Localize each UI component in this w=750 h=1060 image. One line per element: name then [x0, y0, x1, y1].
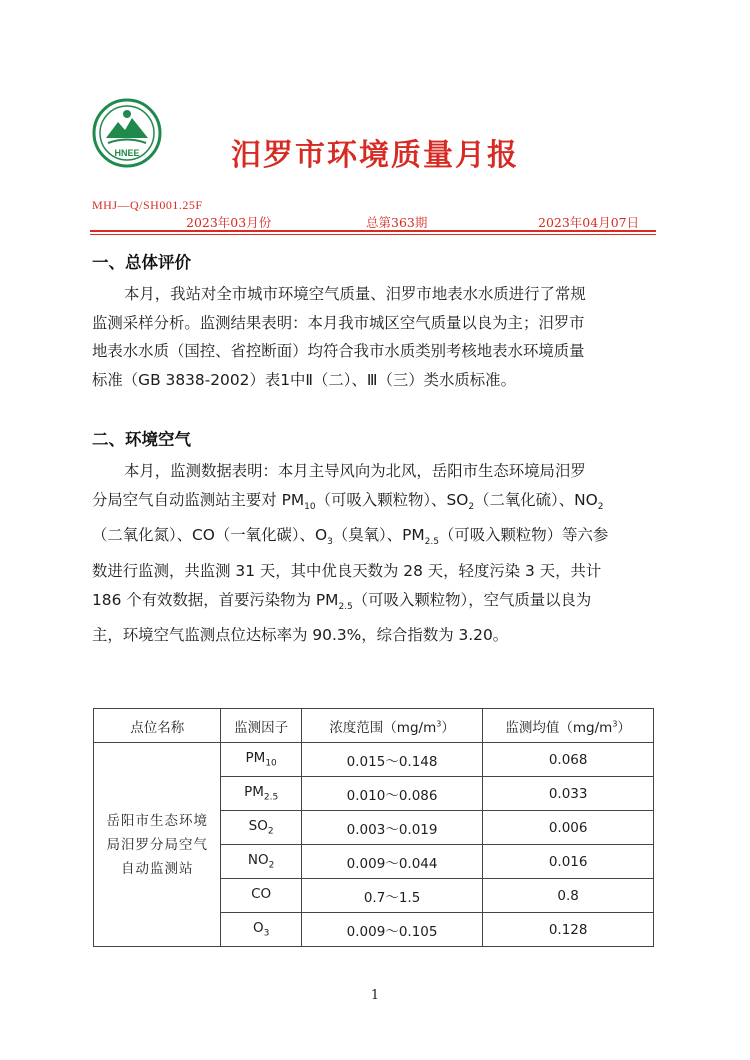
paragraph-line: 186 个有效数据，首要污染物为 $PM_{2.5}$（可吸入颗粒物），空气质量以良为 — [92, 590, 592, 612]
mean-cell: 0.068 — [483, 743, 654, 777]
publish-date: 2023年04月07日 — [538, 215, 640, 230]
document-code: MHJ—Q/SH001.25F — [92, 198, 203, 212]
section-heading-air: 二、环境空气 — [92, 430, 191, 449]
factor-cell: $PM_{2.5}$ — [221, 777, 301, 811]
range-cell: 0.003～0.019 — [301, 811, 483, 845]
table-header-row — [94, 709, 654, 743]
page-number: 1 — [370, 988, 380, 1003]
mean-cell: 0.006 — [483, 811, 654, 845]
paragraph-line: 地表水水质（国控、省控断面）均符合我市水质类别考核地表水环境质量 — [92, 342, 585, 361]
factor-cell: $SO_2$ — [221, 811, 301, 845]
air-monitoring-table — [93, 708, 654, 947]
paragraph-line: （二氧化氮）、CO（一氧化碳）、$O_3$（臭氧）、$PM_{2.5}$（可吸入颗粒物）等六参 — [92, 526, 609, 548]
header-mean: 监测均值$(mg/m^3)$ — [483, 709, 654, 743]
section-body-overall — [92, 280, 658, 394]
section-heading-overall: 一、总体评价 — [92, 253, 191, 272]
range-cell: 0.7～1.5 — [301, 879, 483, 913]
range-cell: 0.010～0.086 — [301, 777, 483, 811]
mean-cell: 0.033 — [483, 777, 654, 811]
header-rule — [90, 230, 656, 232]
table-row — [94, 743, 654, 777]
paragraph-line: 监测采样分析。监测结果表明：本月我市城区空气质量以良为主；汨罗市 — [92, 313, 585, 332]
mean-cell: 0.128 — [483, 913, 654, 947]
factor-cell: $PM_{10}$ — [221, 743, 301, 777]
section-body-air — [92, 457, 658, 650]
mean-cell: 0.8 — [483, 879, 654, 913]
report-title: 汨罗市环境质量月报 — [231, 138, 519, 173]
range-cell: 0.009～0.105 — [301, 913, 483, 947]
report-month: 2023年03月份 — [186, 215, 272, 230]
paragraph-line: 分局空气自动监测站主要对 $PM_{10}$（可吸入颗粒物）、$SO_2$（二氧化硫）、$NO_2$ — [92, 490, 604, 512]
header-site: 点位名称 — [94, 709, 221, 743]
paragraph-line: 主，环境空气监测点位达标率为 90.3%，综合指数为 3.20。 — [92, 626, 509, 645]
range-cell: 0.015～0.148 — [301, 743, 483, 777]
header-rule-thin — [90, 234, 656, 235]
header-range: 浓度范围$(mg/m^3)$ — [301, 709, 483, 743]
mean-cell: 0.016 — [483, 845, 654, 879]
logo-text: HNEE — [114, 148, 140, 158]
site-name-cell: 岳阳市生态环境 局汨罗分局空气 自动监测站 — [94, 743, 221, 947]
range-cell: 0.009～0.044 — [301, 845, 483, 879]
paragraph-line: 本月，监测数据表明：本月主导风向为北风，岳阳市生态环境局汨罗 — [124, 462, 586, 480]
issue-number: 总第363期 — [366, 215, 428, 230]
header-factor: 监测因子 — [221, 709, 301, 743]
paragraph-line: 本月，我站对全市城市环境空气质量、汨罗市地表水水质进行了常规 — [124, 285, 586, 303]
factor-cell: $NO_2$ — [221, 845, 301, 879]
factor-cell: CO — [221, 879, 301, 913]
paragraph-line: 数进行监测，共监测 31 天，其中优良天数为 28 天，轻度污染 3 天，共计 — [92, 561, 602, 580]
paragraph-line: 标准（GB 3838-2002）表1中Ⅱ（二）、Ⅲ（三）类水质标准。 — [92, 370, 516, 389]
factor-cell: $O_3$ — [221, 913, 301, 947]
